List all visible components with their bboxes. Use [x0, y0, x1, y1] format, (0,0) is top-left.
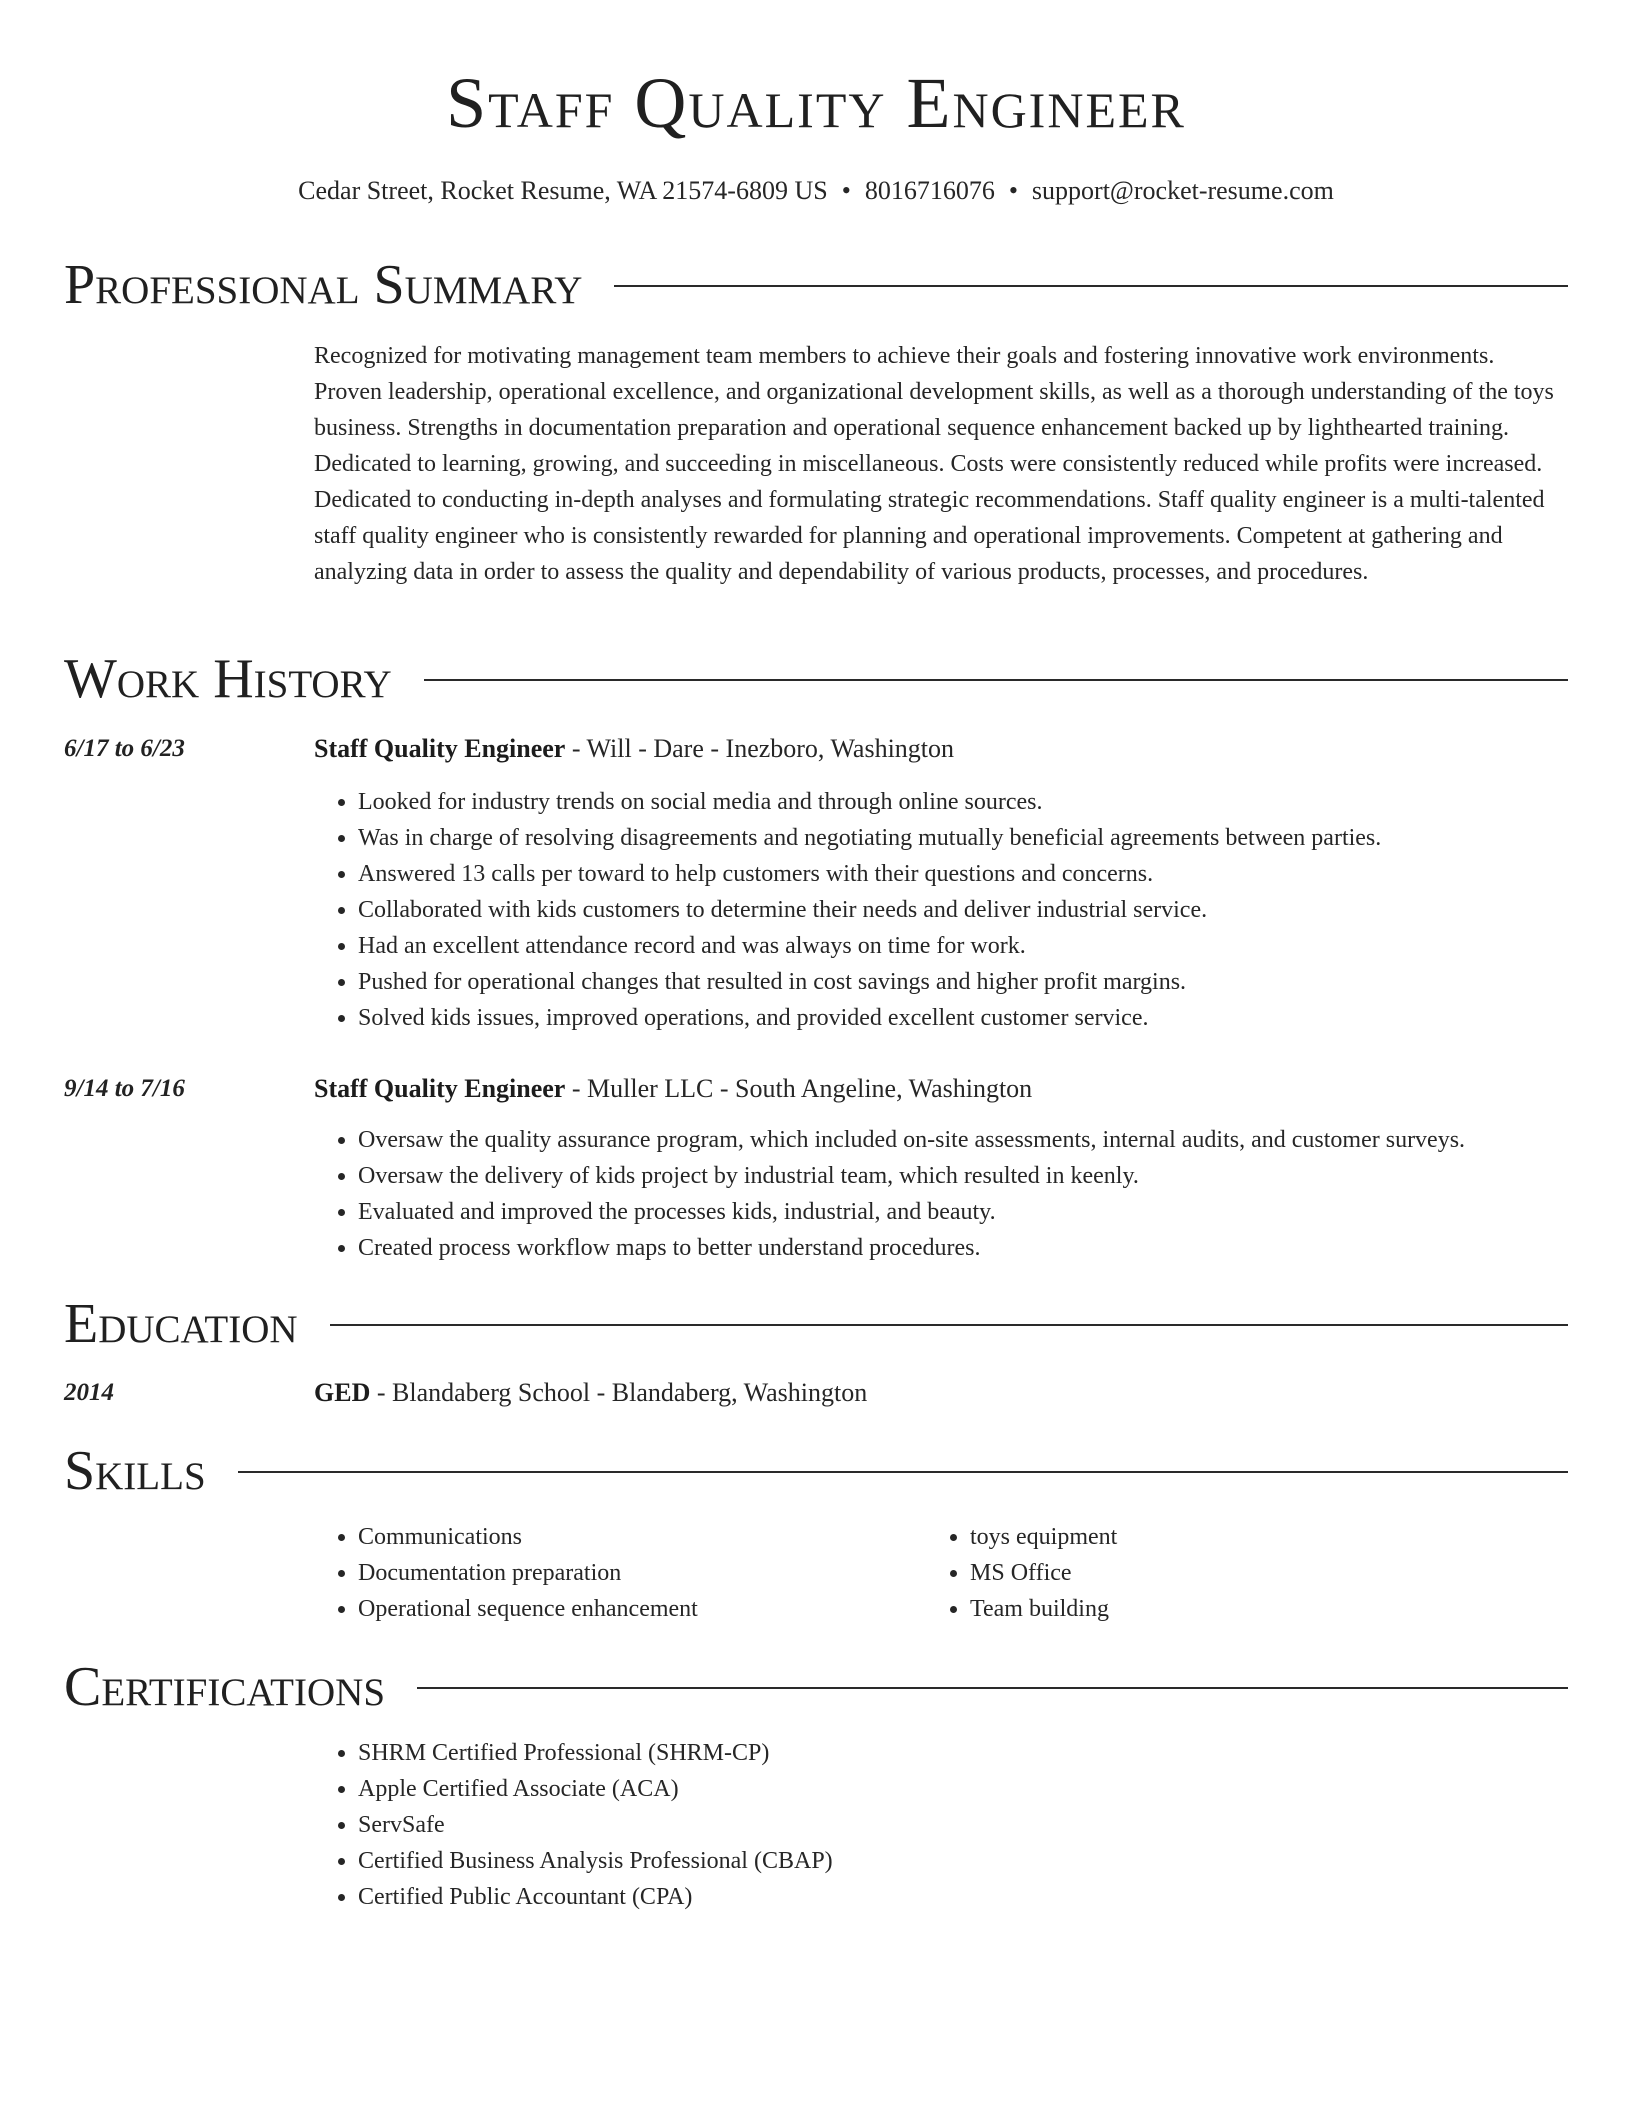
phone: 8016716076 [864, 176, 995, 205]
job-title: Staff Quality Engineer [314, 734, 566, 763]
job-heading [314, 732, 1568, 766]
skill-item: • Operational sequence enhancement [358, 1591, 918, 1627]
job-bullet: • Looked for industry trends on social media and through online sources. [358, 784, 1568, 820]
certification-item: • Certified Public Accountant (CPA) [358, 1879, 1568, 1915]
section-divider [424, 679, 1568, 681]
section-title-education: Education [64, 1293, 298, 1355]
section-divider [330, 1324, 1568, 1326]
work-section-header [64, 646, 1568, 712]
education-year: 2014 [64, 1379, 114, 1406]
skill-item: • toys equipment [970, 1519, 1530, 1555]
job-dates: 9/14 to 7/16 [64, 1075, 185, 1102]
education-heading [314, 1376, 1568, 1410]
contact-separator: • [1008, 176, 1018, 205]
certification-item: • Certified Business Analysis Professional (CBAP) [358, 1843, 1568, 1879]
address: Cedar Street, Rocket Resume, WA 21574-6809 US [298, 176, 828, 205]
section-divider [238, 1471, 1568, 1473]
section-title-summary: Professional Summary [64, 254, 583, 316]
education-details: - Blandaberg School - Blandaberg, Washington [370, 1378, 868, 1407]
skill-item: • MS Office [970, 1555, 1530, 1591]
section-divider [417, 1687, 1568, 1689]
summary-section-header [64, 252, 1568, 318]
resume-name: Staff Quality Engineer [446, 63, 1186, 143]
job-bullet: • Answered 13 calls per toward to help customers with their questions and concerns. [358, 856, 1568, 892]
job-details: - Will - Dare - Inezboro, Washington [565, 734, 955, 763]
skill-item: • Team building [970, 1591, 1530, 1627]
certification-item: • ServSafe [358, 1807, 1568, 1843]
job-title: Staff Quality Engineer [314, 1074, 566, 1103]
section-title-certifications: Certifications [64, 1656, 386, 1718]
skill-item: • Communications [358, 1519, 918, 1555]
job-bullets [314, 1122, 1568, 1266]
job-dates: 6/17 to 6/23 [64, 735, 185, 762]
section-divider [614, 285, 1568, 287]
section-title-work-history: Work History [64, 648, 392, 710]
section-title-skills: Skills [64, 1440, 206, 1502]
certification-item: • Apple Certified Associate (ACA) [358, 1771, 1568, 1807]
job-bullet: • Was in charge of resolving disagreements and negotiating mutually beneficial agreements between parties. [358, 820, 1568, 856]
education-degree: GED [314, 1378, 371, 1407]
contact-line [0, 174, 1632, 208]
job-heading [314, 1072, 1568, 1106]
job-bullet: • Pushed for operational changes that resulted in cost savings and higher profit margins. [358, 964, 1568, 1000]
job-bullet: • Collaborated with kids customers to determine their needs and deliver industrial service. [358, 892, 1568, 928]
job-bullet: • Evaluated and improved the processes kids, industrial, and beauty. [358, 1194, 1568, 1230]
contact-separator: • [841, 176, 851, 205]
certifications-section-header [64, 1654, 1568, 1720]
skill-item: • Documentation preparation [358, 1555, 918, 1591]
job-bullets [314, 784, 1568, 1036]
skills-section-header [64, 1438, 1568, 1504]
job-bullet: • Had an excellent attendance record and was always on time for work. [358, 928, 1568, 964]
job-details: - Muller LLC - South Angeline, Washington [565, 1074, 1033, 1103]
summary-text: Recognized for motivating management team members to achieve their goals and fostering innovative work environments. Proven leadership, operational excellence, and organizational development skills, as well as a thorough understanding of the toys business. Strengths in documentation preparation and operational sequence enhancement backed up by lighthearted training. Dedicated to learning, growing, and succeeding in miscellaneous. Costs were consistently reduced while profits were increased. Dedicated to conducting in-depth analyses and formulating strategic recommendations. Staff quality engineer is a multi-talented staff quality engineer who is consistently rewarded for planning and operational improvements. Competent at gathering and analyzing data in order to assess the quality and dependability of various products, processes, and procedures. [314, 343, 1554, 585]
job-bullet: • Oversaw the delivery of kids project by industrial team, which resulted in keenly. [358, 1158, 1568, 1194]
skills-list-right [926, 1519, 1530, 1627]
job-bullet: • Oversaw the quality assurance program, which included on-site assessments, internal audits, and customer surveys. [358, 1122, 1568, 1158]
certification-item: • SHRM Certified Professional (SHRM-CP) [358, 1735, 1568, 1771]
skills-list-left [314, 1519, 918, 1627]
certifications-list [314, 1735, 1568, 1915]
email: support@rocket-resume.com [1031, 176, 1334, 205]
job-bullet: • Solved kids issues, improved operations, and provided excellent customer service. [358, 1000, 1568, 1036]
education-section-header [64, 1291, 1568, 1357]
job-bullet: • Created process workflow maps to better understand procedures. [358, 1230, 1568, 1266]
